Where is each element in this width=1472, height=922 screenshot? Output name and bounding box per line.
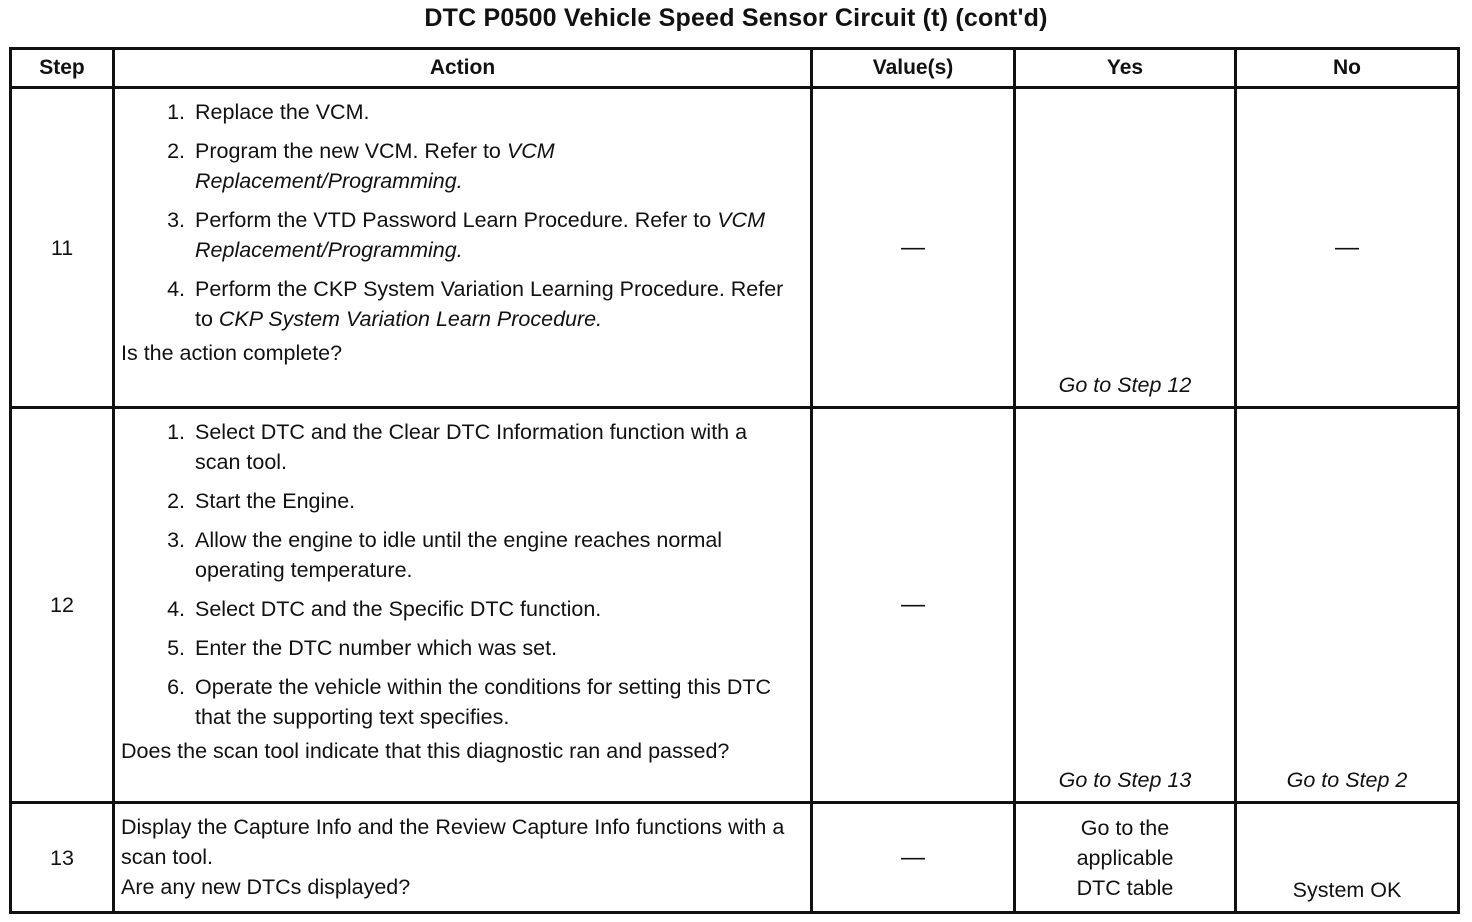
step-index: 1. [167,420,185,444]
action-cell [114,803,812,913]
value-cell: — [812,88,1015,408]
action-step [115,594,790,624]
yes-cell: Go to Step 12 [1015,88,1236,408]
step-text: Start the Engine. [195,489,356,513]
action-step [115,525,790,585]
no-cell: — [1236,88,1459,408]
step-number: 11 [11,88,114,408]
step-reference: CKP System Variation Learn Procedure. [218,307,603,331]
action-step [115,417,790,477]
action-step [115,274,790,334]
step-text-wrap [195,136,790,196]
step-index: 6. [167,675,185,699]
action-step [115,97,790,127]
action-step [115,136,790,196]
header-row [11,49,1459,88]
action-question: Does the scan tool indicate that this diagnostic ran and passed? [121,739,730,763]
step-text: Perform the VTD Password Learn Procedure. Refer to [195,208,718,232]
step-index: 3. [167,208,185,232]
step-text: Select DTC and the Clear DTC Information function with a scan tool. [195,420,748,474]
action-question: Are any new DTCs displayed? [121,875,411,899]
value-cell: — [812,408,1015,803]
action-question: Is the action complete? [121,341,343,365]
step-index: 3. [167,528,185,552]
header-yes: Yes [1015,49,1236,88]
step-text: Allow the engine to idle until the engine reaches normal operating temperature. [195,528,723,582]
action-text: Display the Capture Info and the Review Capture Info functions with a scan tool. [121,815,785,869]
table-row [11,88,1459,408]
step-text: Select DTC and the Specific DTC function. [195,597,602,621]
page-title: DTC P0500 Vehicle Speed Sensor Circuit (t) (cont'd) [424,4,1048,32]
step-reference: VCM Replacement/Programming. [195,208,765,262]
action-step [115,633,790,663]
action-steps [115,97,790,334]
header-values: Value(s) [812,49,1015,88]
action-steps [115,417,790,732]
step-text-wrap [195,274,790,334]
action-cell [114,88,812,408]
step-number: 13 [11,803,114,913]
diagnostic-table [9,47,1460,914]
yes-cell: Go to the applicable DTC table [1015,803,1236,913]
step-index: 4. [167,277,185,301]
step-index: 1. [167,100,185,124]
step-reference: VCM Replacement/Programming. [195,139,555,193]
step-text: Program the new VCM. Refer to [195,139,507,163]
table-row [11,803,1459,913]
no-cell: System OK [1236,803,1459,913]
step-text: Perform the CKP System Variation Learning Procedure. Refer to [195,277,784,331]
step-index: 5. [167,636,185,660]
action-step [115,486,790,516]
step-number: 12 [11,408,114,803]
action-step [115,205,790,265]
header-no: No [1236,49,1459,88]
step-index: 2. [167,489,185,513]
step-text: Replace the VCM. [195,100,370,124]
no-cell: Go to Step 2 [1236,408,1459,803]
value-cell: — [812,803,1015,913]
yes-cell: Go to Step 13 [1015,408,1236,803]
table-row [11,408,1459,803]
action-step [115,672,790,732]
step-text: Enter the DTC number which was set. [195,636,558,660]
action-cell [114,408,812,803]
header-action: Action [114,49,812,88]
step-index: 4. [167,597,185,621]
step-index: 2. [167,139,185,163]
step-text-wrap [195,205,790,265]
step-text: Operate the vehicle within the conditions for setting this DTC that the supporting text specifies. [195,675,772,729]
header-step: Step [11,49,114,88]
